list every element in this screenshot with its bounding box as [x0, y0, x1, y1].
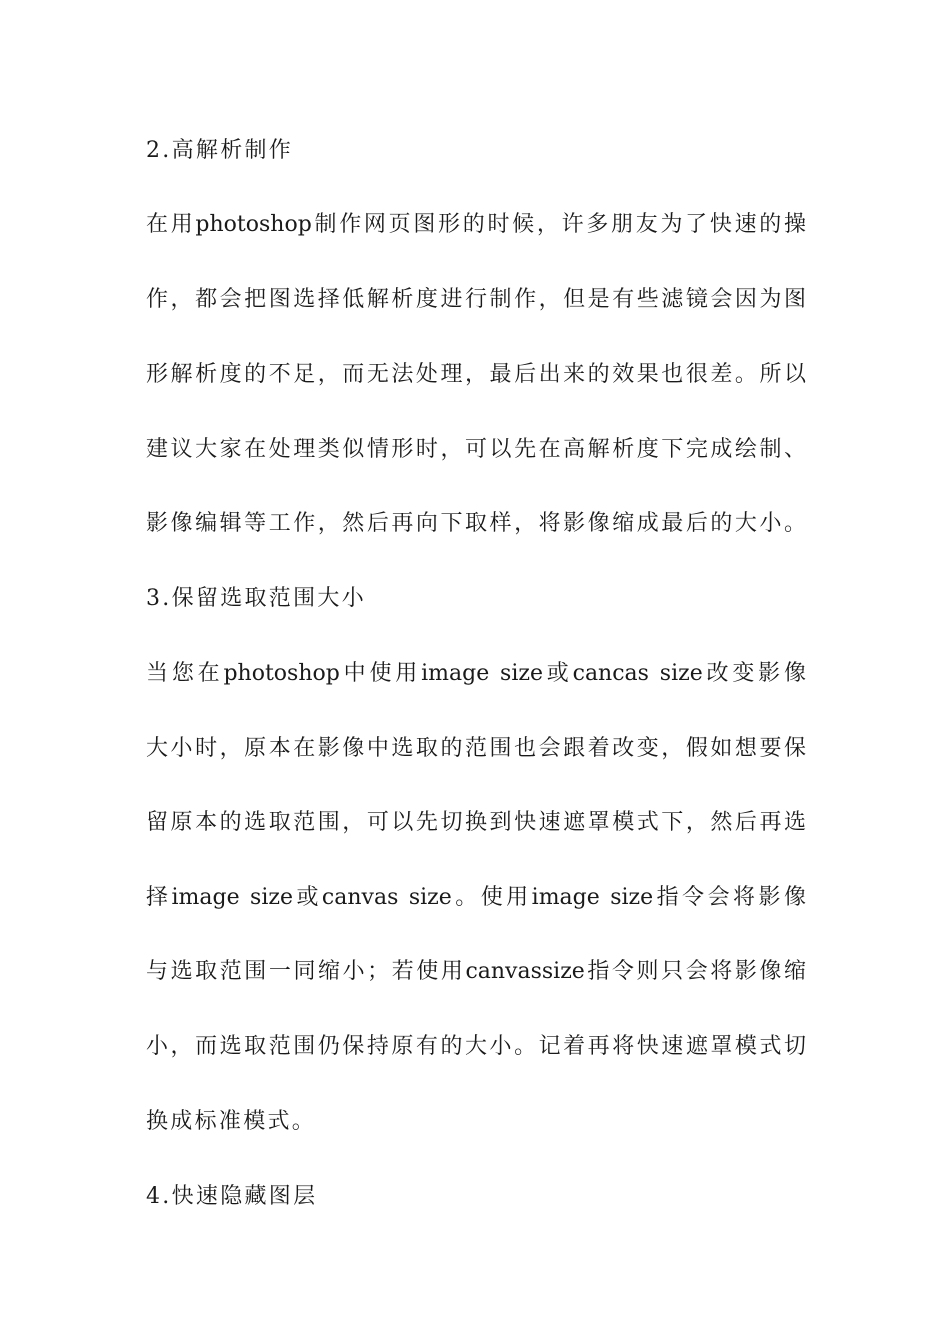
paragraph-line: 换成标准模式。 — [146, 1109, 317, 1134]
paragraph-line: 影像编辑等工作，然后再向下取样，将影像缩成最后的大小。 — [146, 511, 806, 536]
paragraph-line: 留原本的选取范围，可以先切换到快速遮罩模式下，然后再选 — [146, 810, 806, 835]
paragraph-line: 作，都会把图选择低解析度进行制作，但是有些滤镜会因为图 — [146, 287, 806, 312]
paragraph-line: 形解析度的不足，而无法处理，最后出来的效果也很差。所以 — [146, 362, 806, 387]
paragraph-line: 与选取范围一同缩小；若使用canvassize指令则只会将影像缩 — [146, 959, 806, 984]
paragraph-line: 大小时，原本在影像中选取的范围也会跟着改变，假如想要保 — [146, 736, 806, 761]
paragraph-line: 建议大家在处理类似情形时，可以先在高解析度下完成绘制、 — [146, 437, 806, 462]
section-heading-2: 2.高解析制作 — [146, 138, 294, 163]
section-heading-4: 4.快速隐藏图层 — [146, 1184, 318, 1209]
paragraph-line: 择image size或canvas size。使用image size指令会将影像 — [146, 885, 806, 910]
paragraph-line: 小，而选取范围仍保持原有的大小。记着再将快速遮罩模式切 — [146, 1034, 806, 1059]
paragraph-line: 在用photoshop制作网页图形的时候，许多朋友为了快速的操 — [146, 212, 806, 237]
section-heading-3: 3.保留选取范围大小 — [146, 586, 366, 611]
paragraph-line: 当您在photoshop中使用image size或cancas size改变影像 — [146, 661, 806, 686]
